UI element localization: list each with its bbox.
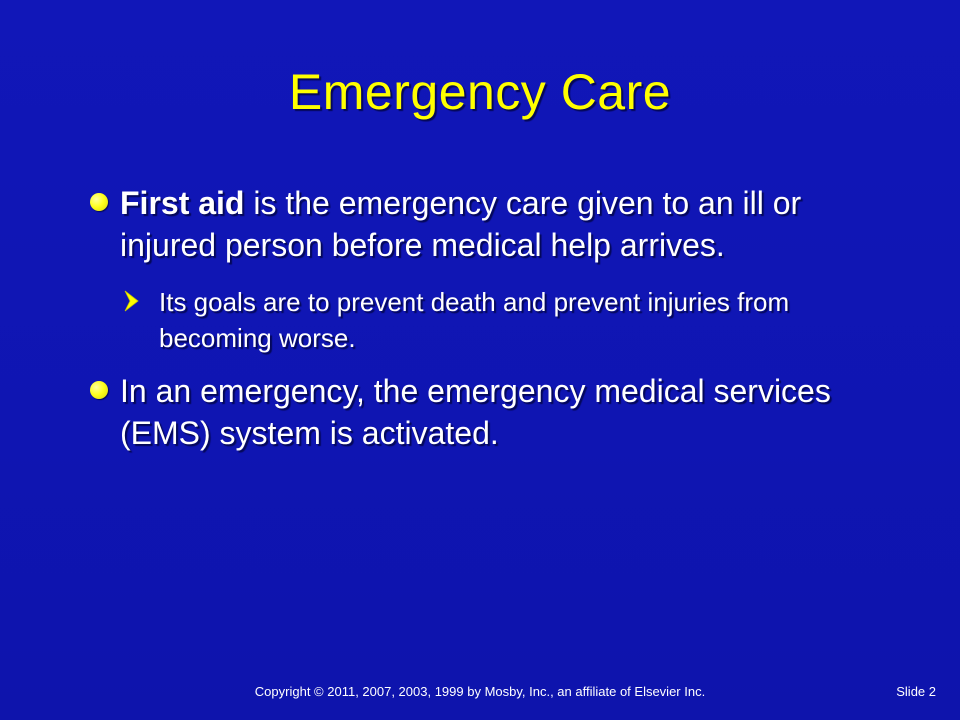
slide-content (84, 182, 884, 454)
bullet-ems (84, 370, 884, 454)
slide-title: Emergency Care (288, 64, 672, 120)
arrow-bullet-icon (122, 286, 146, 316)
slide-number: Slide 2 (896, 684, 936, 699)
copyright-text: Copyright © 2011, 2007, 2003, 1999 by Mosby, Inc., an affiliate of Elsevier Inc. (254, 684, 706, 699)
round-bullet-icon (90, 193, 108, 211)
slide-footer (0, 680, 960, 704)
subbullet-goals (120, 284, 884, 356)
bullet-text: is the emergency care given to an ill or injured person before medical help arrives. (120, 185, 802, 263)
bullet-bold-lead: First aid (120, 185, 245, 221)
subbullet-text: Its goals are to prevent death and prevent injuries from becoming worse. (159, 287, 790, 353)
bullet-text: In an emergency, the emergency medical services (EMS) system is activated. (120, 373, 831, 451)
bullet-first-aid (84, 182, 884, 266)
round-bullet-icon (90, 381, 108, 399)
